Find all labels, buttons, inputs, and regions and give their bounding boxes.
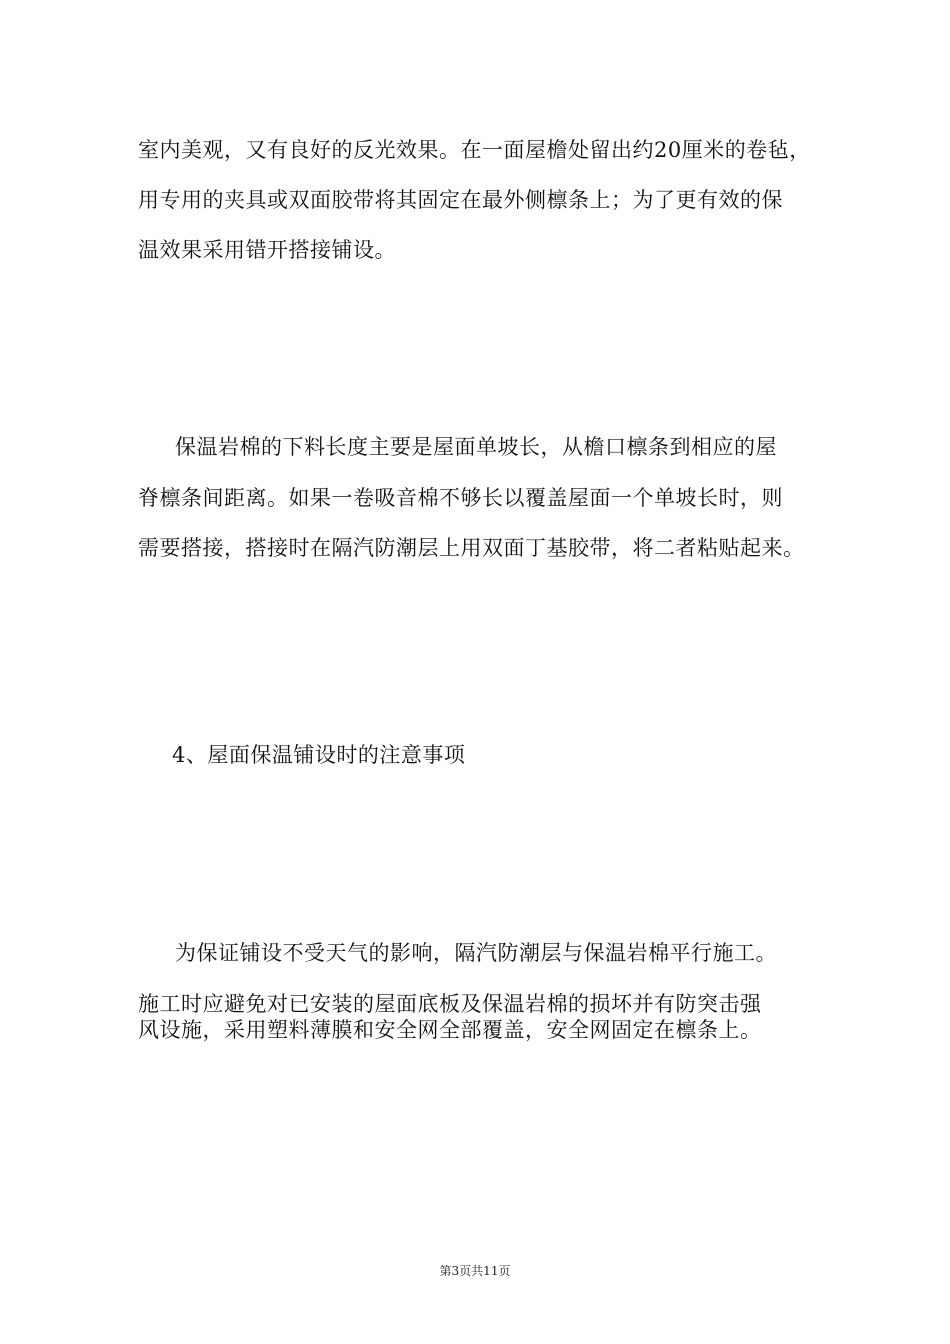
paragraph-3-line-1: 为保证铺设不受天气的影响，隔汽防潮层与保温岩棉平行施工。 (175, 941, 777, 965)
paragraph-3-line-2: 施工时应避免对已安装的屋面底板及保温岩棉的损坏并有防突击强 (138, 992, 762, 1016)
paragraph-1-line-1: 室内美观，又有良好的反光效果。在一面屋檐处留出约20厘米的卷毡， (138, 138, 811, 162)
page-number-footer: 第3页共11页 (439, 1264, 511, 1278)
paragraph-1-line-2: 用专用的夹具或双面胶带将其固定在最外侧檩条上；为了更有效的保 (138, 188, 783, 212)
paragraph-2-line-2: 脊檩条间距离。如果一卷吸音棉不够长以覆盖屋面一个单坡长时，则 (138, 486, 783, 510)
paragraph-1-line-3: 温效果采用错开搭接铺设。 (138, 238, 396, 262)
section-heading: 4、屋面保温铺设时的注意事项 (172, 743, 466, 767)
paragraph-2-line-1: 保温岩棉的下料长度主要是屋面单坡长，从檐口檩条到相应的屋 (175, 435, 777, 459)
paragraph-2-line-3: 需要搭接，搭接时在隔汽防潮层上用双面丁基胶带，将二者粘贴起来。 (138, 536, 805, 560)
paragraph-3-line-3: 风设施，采用塑料薄膜和安全网全部覆盖，安全网固定在檩条上。 (138, 1018, 762, 1042)
